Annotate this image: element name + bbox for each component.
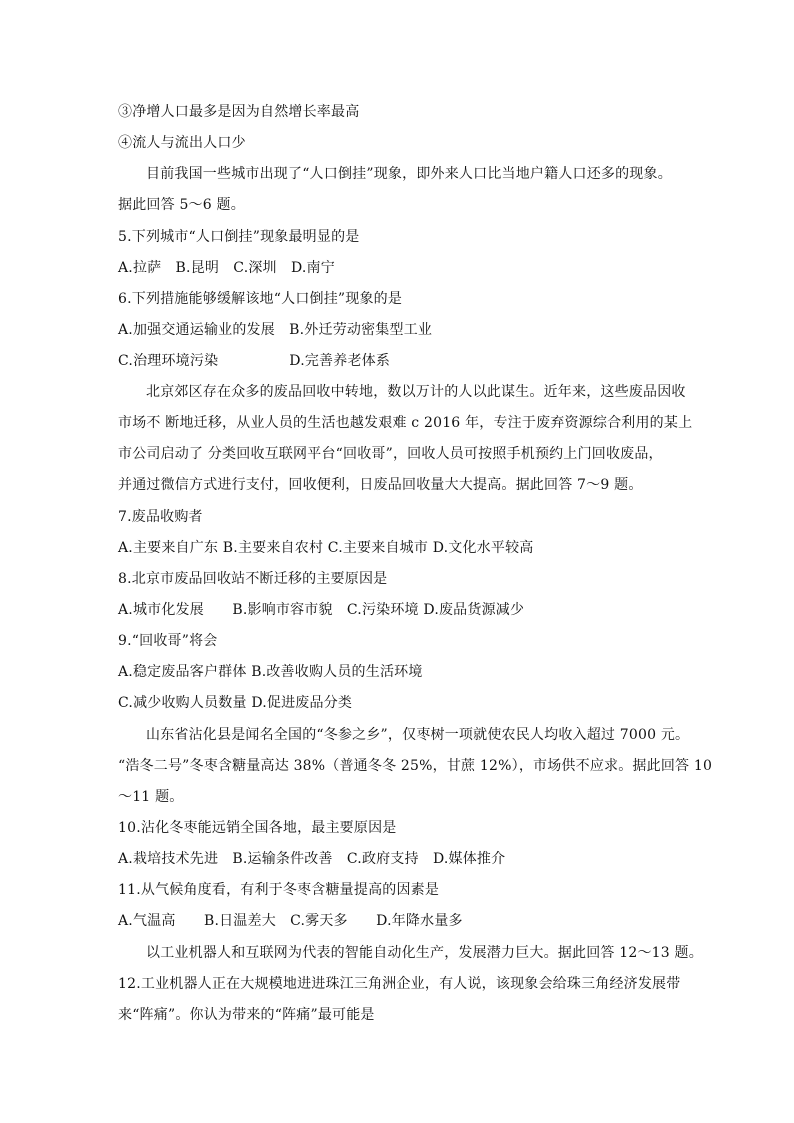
question-9-options-ab: A.稳定废品客户群体 B.改善收购人员的生活环境 <box>118 664 423 680</box>
question-5-stem: 5.下列城市“人口倒挂”现象最明显的是 <box>118 229 360 245</box>
passage-4-line-1: 以工业机器人和互联网为代表的智能自动化生产，发展潜力巨大。据此回答 12～13 题。 <box>146 945 703 961</box>
question-6-stem: 6.下列措施能够缓解该地“人口倒挂”现象的是 <box>118 291 403 307</box>
question-4-option-3: ③净增人口最多是因为自然增长率最高 <box>118 104 360 120</box>
question-4-option-4: ④流人与流出人口少 <box>118 135 246 151</box>
passage-1-line-2: 据此回答 5～6 题。 <box>118 197 245 213</box>
passage-3-line-2: “浩冬二号”冬枣含糖量高达 38%（普通冬冬 25%，甘蔗 12%），市场供不应求。据此回答 10 <box>118 758 713 774</box>
question-12-stem-line-2: 来“阵痛”。你认为带来的“阵痛”最可能是 <box>118 1007 375 1023</box>
question-10-stem: 10.沾化冬枣能远销全国各地，最主要原因是 <box>118 820 397 836</box>
passage-2-line-2: 市场不 断地迁移，从业人员的生活也越发艰难 c 2016 年，专注于废弃资源综合利用的某上 <box>118 415 693 431</box>
passage-1-line-1: 目前我国一些城市出现了“人口倒挂”现象，即外来人口比当地户籍人口还多的现象。 <box>146 166 672 182</box>
question-6-options-cd: C.治理环境污染 D.完善养老体系 <box>118 353 391 369</box>
question-11-stem: 11.从气候角度看，有利于冬枣含糖量提高的因素是 <box>118 882 440 898</box>
question-8-options: A.城市化发展 B.影响市容市貌 C.污染环境 D.废品货源减少 <box>118 602 525 618</box>
question-7-stem: 7.废品收购者 <box>118 509 203 525</box>
question-10-options: A.栽培技术先进 B.运输条件改善 C.政府支持 D.媒体推介 <box>118 851 506 867</box>
question-8-stem: 8.北京市废品回收站不断迁移的主要原因是 <box>118 571 388 587</box>
question-9-options-cd: C.减少收购人员数量 D.促进废品分类 <box>118 695 353 711</box>
passage-3-line-1: 山东省沾化县是闻名全国的“冬参之乡”，仅枣树一项就使农民人均收入超过 7000 元。 <box>146 727 690 743</box>
passage-3-line-3: ～11 题。 <box>118 789 184 805</box>
question-9-stem: 9.“回收哥”将会 <box>118 633 218 649</box>
passage-2-line-4: 并通过微信方式进行支付，回收便利，日废品回收量大大提高。据此回答 7～9 题。 <box>118 477 643 493</box>
question-5-options: A.拉萨 B.昆明 C.深圳 D.南宁 <box>118 260 335 276</box>
question-12-stem-line-1: 12.工业机器人正在大规模地进进珠江三角洲企业，有人说，该现象会给珠三角经济发展带 <box>118 976 681 992</box>
question-11-options: A.气温高 B.日温差大 C.雾天多 D.年降水量多 <box>118 913 463 929</box>
question-7-options: A.主要来自广东 B.主要来自农村 C.主要来自城市 D.文化水平较高 <box>118 540 534 556</box>
passage-2-line-3: 市公司启动了 分类回收互联网平台“回收哥”，回收人员可按照手机预约上门回收废品， <box>118 446 663 462</box>
passage-2-line-1: 北京郊区存在众多的废品回收中转地，数以万计的人以此谋生。近年来，这些废品因收 <box>146 384 686 400</box>
question-6-options-ab: A.加强交通运输业的发展 B.外迁劳动密集型工业 <box>118 322 433 338</box>
